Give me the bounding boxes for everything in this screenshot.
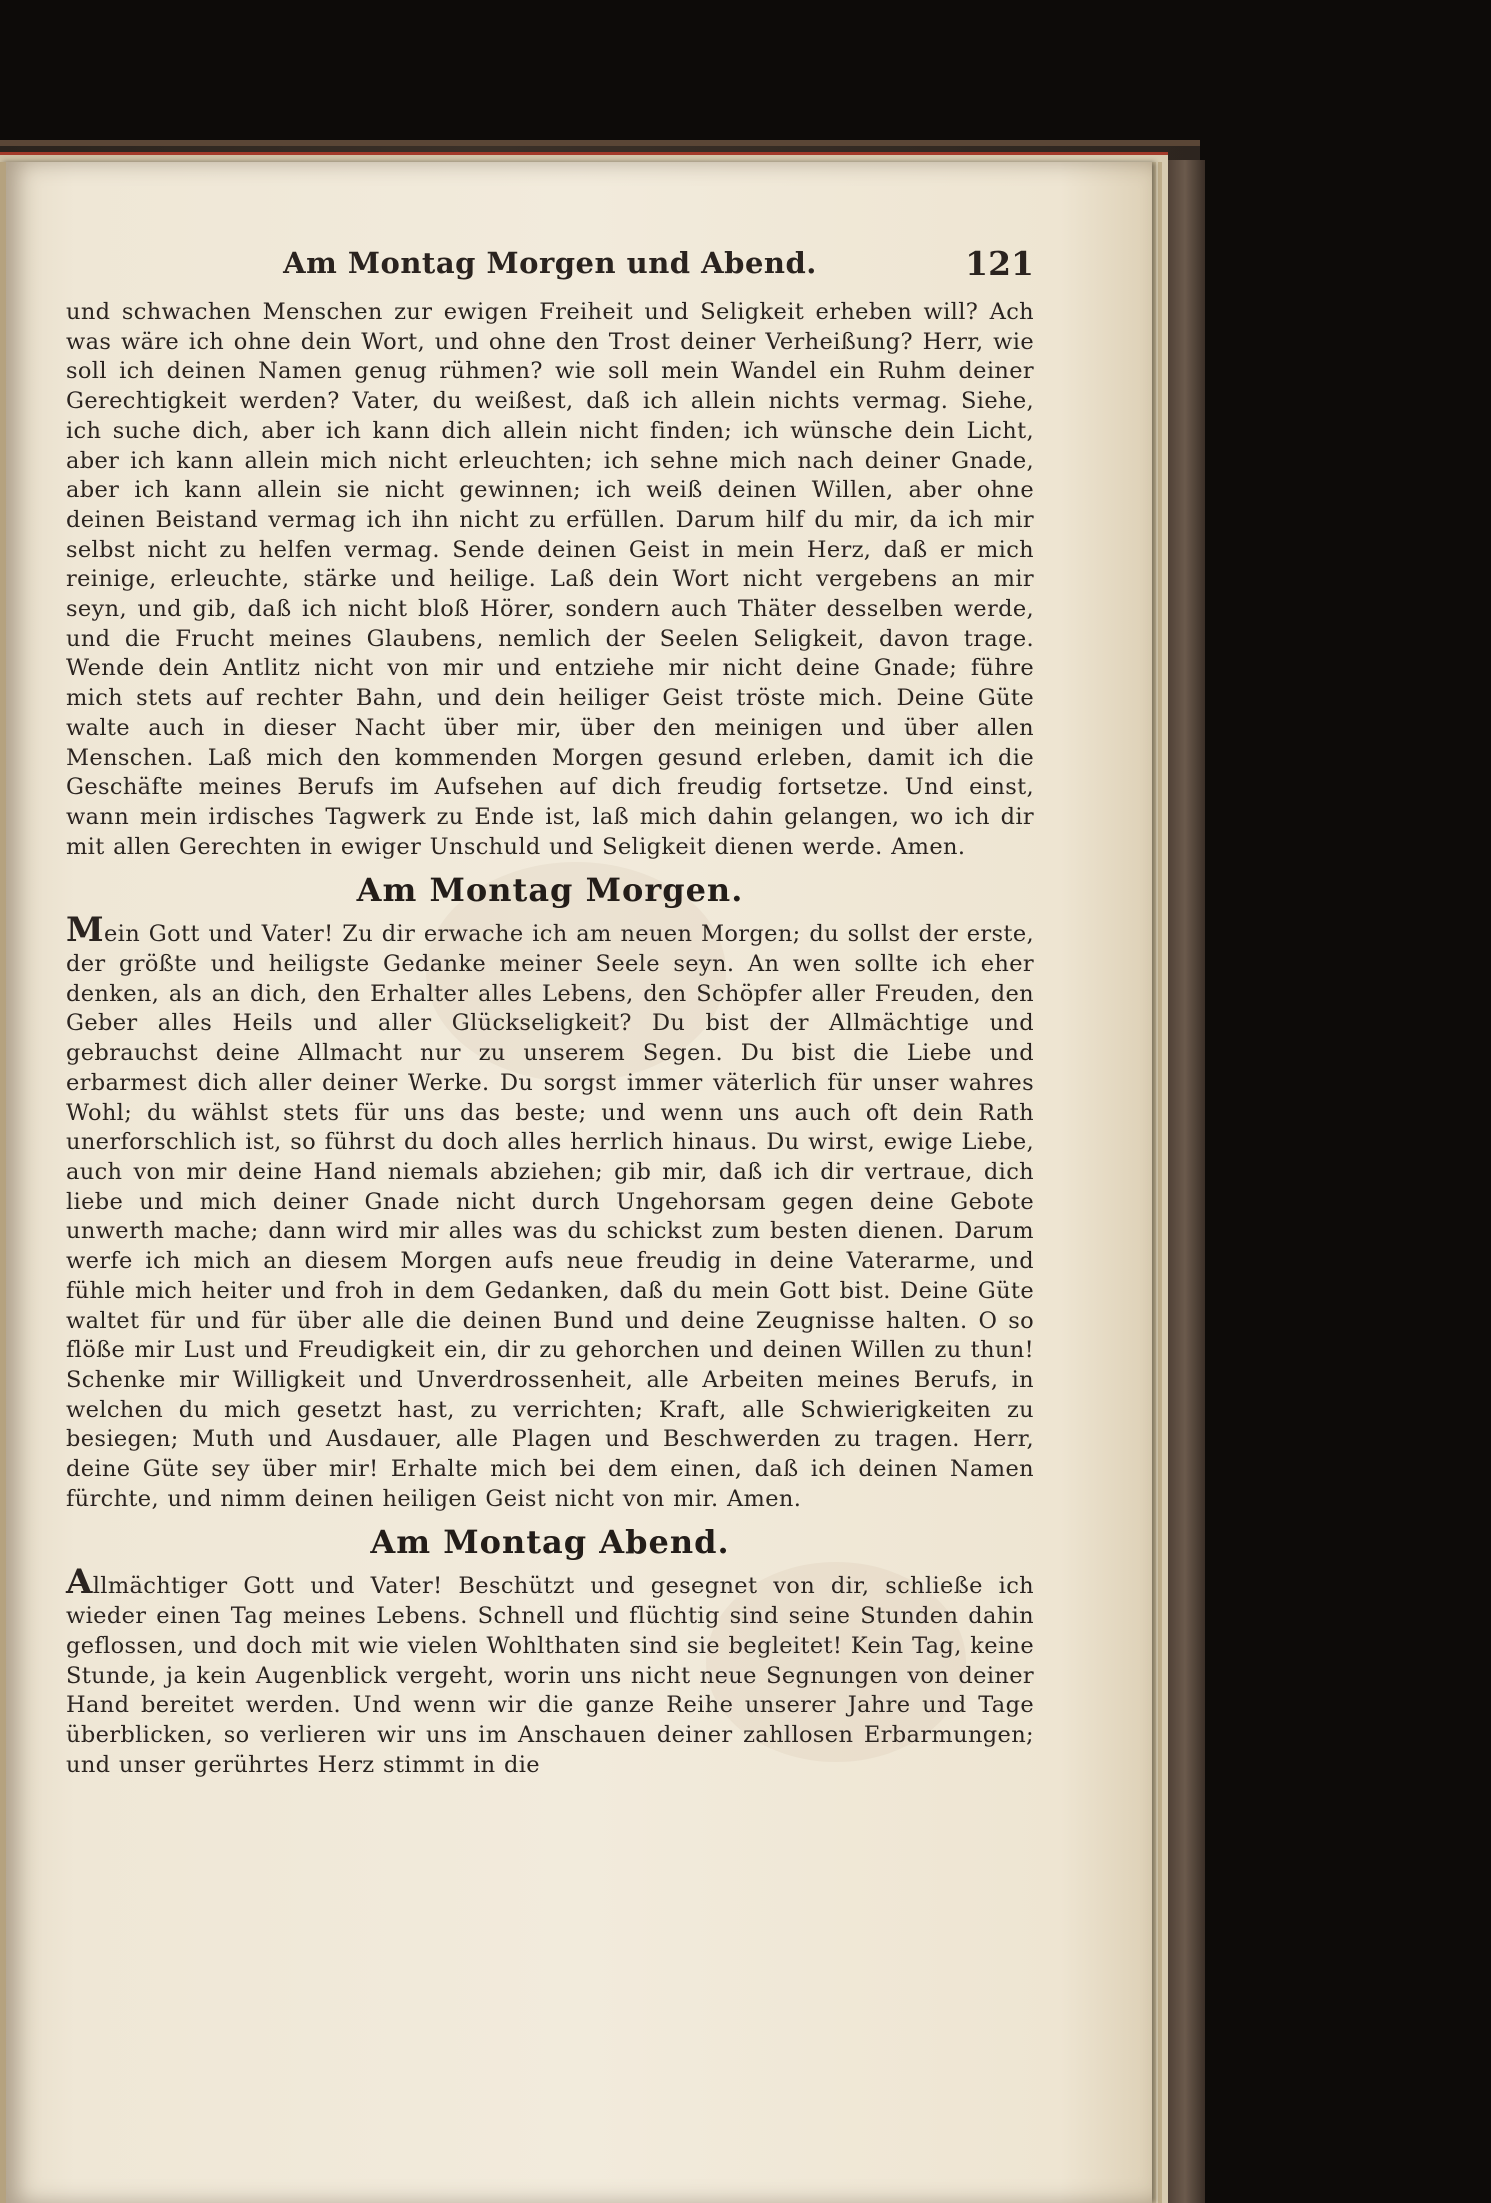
evening-prayer	[66, 1562, 1034, 1780]
morning-prayer	[66, 910, 1034, 1514]
morning-heading: Am Montag Morgen.	[356, 871, 744, 910]
evening-initial: A	[66, 1562, 93, 1603]
morning-prayer-text: ein Gott und Vater! Zu dir erwache ich am neuen Morgen; du sollst der erste, der größte und heiligste Gedanke meiner Seele seyn. An wen sollte ich eher denken, als an dich, den Erhalter alles Lebens, den Schöpfer aller Freuden, den Geber alles Heils und aller Glückseligkeit? Du bist der Allmächtige und gebrauchst deine Allmacht nur zu unserem Segen. Du bist die Liebe und erbarmest dich aller deiner Werke. Du sorgst immer väterlich für unser wahres Wohl; du wählst stets für uns das beste; und wenn uns auch oft dein Rath unerforschlich ist, so führst du doch alles herrlich hinaus. Du wirst, ewige Liebe, auch von mir deine Hand niemals abziehen; gib mir, daß ich dir vertraue, dich liebe und mich deiner Gnade nicht durch Ungehorsam gegen deine Gebote unwerth mache; dann wird mir alles was du schickst zum besten dienen. Darum werfe ich mich an diesem Morgen aufs neue freudig in deine Vaterarme, und fühle mich heiter und froh in dem Gedanken, daß du mein Gott bist. Deine Güte waltet für und für über alle die deinen Bund und deine Zeugnisse halten. O so flöße mir Lust und Freudigkeit ein, dir zu gehorchen und deinen Willen zu thun! Schenke mir Willigkeit und Unverdrossenheit, alle Arbeiten meines Berufs, in welchen du mich gesetzt hast, zu verrichten; Kraft, alle Schwierigkeiten zu besiegen; Muth und Ausdauer, alle Plagen und Beschwerden zu tragen. Herr, deine Güte sey über mir! Erhalte mich bei dem einen, daß ich deinen Namen fürchte, und nimm deinen heiligen Geist nicht von mir. Amen.	[66, 921, 1034, 1512]
evening-prayer-text: llmächtiger Gott und Vater! Beschützt und gesegnet von dir, schließe ich wieder einen Tag meines Lebens. Schnell und flüchtig sind seine Stunden dahin geflossen, und doch mit wie vielen Wohlthaten sind sie begleitet! Kein Tag, keine Stunde, ja kein Augenblick vergeht, worin uns nicht neue Segnungen von deiner Hand bereitet werden. Und wenn wir die ganze Reihe unserer Jahre und Tage überblicken, so verlieren wir uns im Anschauen deiner zahllosen Erbarmungen; und unser gerührtes Herz stimmt in die	[66, 1573, 1034, 1778]
page-fore-edge	[1152, 162, 1156, 2203]
running-head	[66, 246, 1034, 286]
morning-initial: M	[66, 910, 104, 951]
page-content	[66, 246, 1034, 1788]
running-title: Am Montag Morgen und Abend.	[283, 246, 817, 280]
page-number: 121	[965, 244, 1034, 283]
continued-prayer: und schwachen Menschen zur ewigen Freiheit und Seligkeit erheben will? Ach was wäre ich ohne dein Wort, und ohne den Trost deiner Verheißung? Herr, wie soll ich deinen Namen genug rühmen? wie soll mein Wandel ein Ruhm deiner Gerechtigkeit werden? Vater, du weißest, daß ich allein nichts vermag. Siehe, ich suche dich, aber ich kann dich allein nicht finden; ich wünsche dein Licht, aber ich kann allein mich nicht erleuchten; ich sehne mich nach deiner Gnade, aber ich kann allein sie nicht gewinnen; ich weiß deinen Willen, aber ohne deinen Beistand vermag ich ihn nicht zu erfüllen. Darum hilf du mir, da ich mir selbst nicht zu helfen vermag. Sende deinen Geist in mein Herz, daß er mich reinige, erleuchte, stärke und heilige. Laß dein Wort nicht vergebens an mir seyn, und gib, daß ich nicht bloß Hörer, sondern auch Thäter desselben werde, und die Frucht meines Glaubens, nemlich der Seelen Seligkeit, davon trage. Wende dein Antlitz nicht von mir und entziehe mir nicht deine Gnade; führe mich stets auf rechter Bahn, und dein heiliger Geist tröste mich. Deine Güte walte auch in dieser Nacht über mir, über den meinigen und über allen Menschen. Laß mich den kommenden Morgen gesund erleben, damit ich die Geschäfte meines Berufs im Aufsehen auf dich freudig fortsetze. Und einst, wann mein irdisches Tagwerk zu Ende ist, laß mich dahin gelangen, wo ich dir mit allen Gerechten in ewiger Unschuld und Seligkeit dienen werde. Amen.	[66, 299, 1034, 860]
page-fore-edge	[1158, 162, 1162, 2203]
evening-heading: Am Montag Abend.	[370, 1523, 730, 1562]
book-spine-edge	[1165, 160, 1205, 2203]
